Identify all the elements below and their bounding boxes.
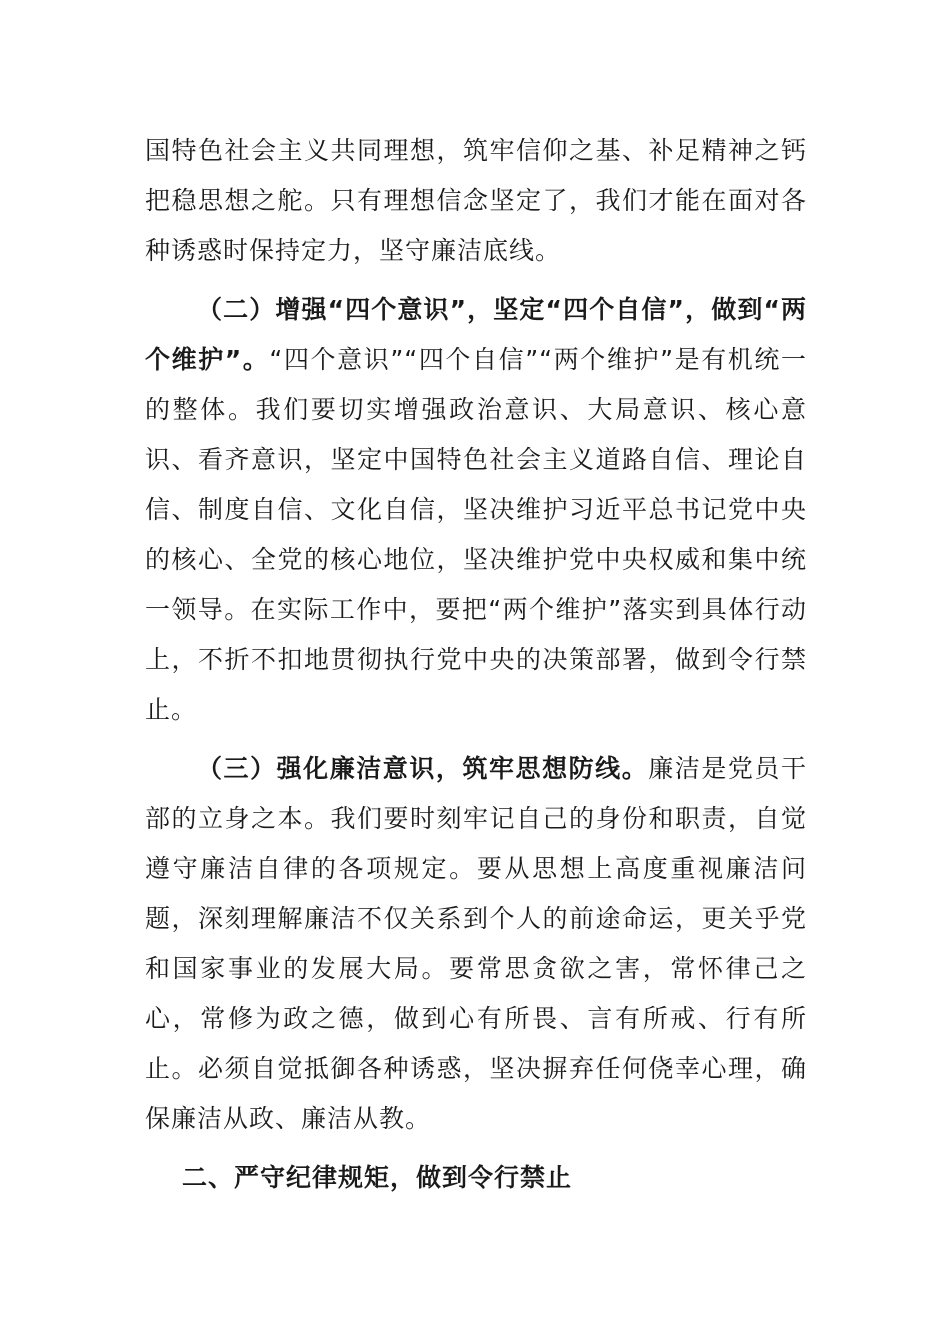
paragraph-lead-heading: （三）强化廉洁意识，筑牢思想防线。 — [197, 754, 649, 783]
paragraph-text: “四个意识”“四个自信”“两个维护”是有机统一的整体。我们要切实增强政治意识、大局意识、核心意识、看齐意识，坚定中国特色社会主义道路自信、理论自信、制度自信、文化自信，坚决维护习近平总书记党中央的核心、全党的核心地位，坚决维护党中央权威和集中统一领导。在实际工作中，要把“两个维护”落实到具体行动上，不折不扣地贯彻执行党中央的决策部署，做到令行禁止。 — [145, 345, 807, 724]
document-page — [145, 126, 807, 1203]
paragraph-text: 廉洁是党员干部的立身之本。我们要时刻牢记自己的身份和职责，自觉遵守廉洁自律的各项规定。要从思想上高度重视廉洁问题，深刻理解廉洁不仅关系到个人的前途命运，更关乎党和国家事业的发展大局。要常思贪欲之害，常怀律己之心，常修为政之德，做到心有所畏、言有所戒、行有所止。必须自觉抵御各种诱惑，坚决摒弃任何侥幸心理，确保廉洁从政、廉洁从教。 — [145, 754, 807, 1133]
paragraph-lead-heading: （二）增强“四个意识”，坚定“四个自信”，做到“两个维护”。 — [145, 295, 807, 374]
paragraph-integrity-awareness — [145, 744, 807, 1144]
paragraph-text: 国特色社会主义共同理想，筑牢信仰之基、补足精神之钙把稳思想之舵。只有理想信念坚定了，我们才能在面对各种诱惑时保持定力，坚守廉洁底线。 — [145, 136, 807, 265]
section-heading: 二、严守纪律规矩，做到令行禁止 — [182, 1163, 573, 1192]
paragraph-ideals-continuation — [145, 126, 807, 276]
paragraph-four-consciousness — [145, 285, 807, 735]
